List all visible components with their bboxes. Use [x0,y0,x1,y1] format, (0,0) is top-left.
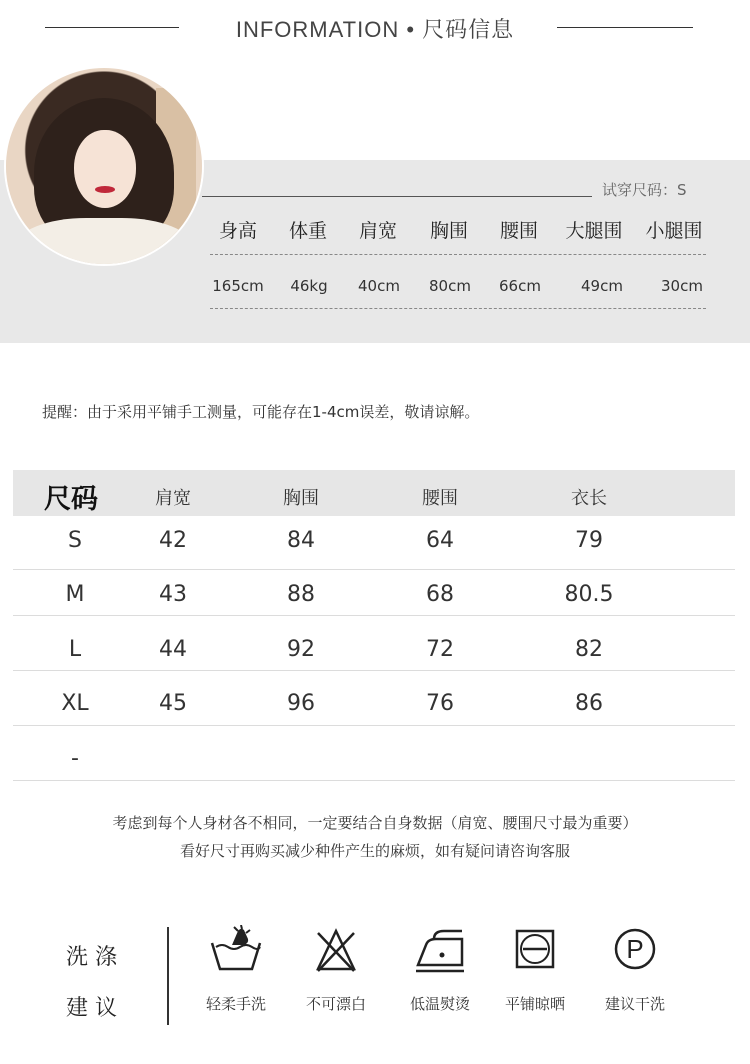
table-row-divider [13,670,735,671]
care-item-flat-dry [490,925,580,1014]
care-item-low-iron [395,925,485,1014]
table-cell-chest: 88 [287,582,315,607]
try-size-label: 试穿尺码：S [602,181,687,199]
model-value-shoulder: 40cm [358,277,400,295]
care-item-no-bleach [291,925,381,1014]
length-column-header: 衣长 [571,488,607,509]
chest-column-header: 胸围 [283,488,319,509]
svg-text:P: P [626,934,644,964]
model-header-shoulder: 肩宽 [358,220,397,242]
table-cell-shoulder: 43 [159,582,187,607]
care-label: 不可漂白 [305,995,366,1013]
table-row-size: XL [61,691,89,716]
model-measure-headers [210,216,706,243]
table-cell-shoulder: 44 [159,637,187,662]
waist-column-header: 腰围 [422,488,458,509]
table-cell-waist: 68 [426,582,454,607]
flat-dry-icon [507,925,563,975]
model-header-calf: 小腿围 [645,220,703,242]
shoulder-column-header: 肩宽 [155,488,191,509]
model-photo [6,68,202,264]
table-row-size: - [71,746,79,771]
table-cell-chest: 84 [287,528,315,553]
table-row-size: M [65,582,85,607]
care-item-dry-clean [590,925,680,1014]
model-header-waist: 腰围 [499,220,538,242]
care-label: 低温熨烫 [409,995,470,1013]
page-title: INFORMATION • 尺码信息 [235,17,515,42]
table-row-divider [13,780,735,781]
model-divider-bottom [210,308,706,309]
model-header-weight: 体重 [288,220,327,242]
table-cell-chest: 92 [287,637,315,662]
table-cell-shoulder: 42 [159,528,187,553]
care-label: 建议干洗 [604,995,665,1013]
size-column-header: 尺码 [44,484,98,515]
table-cell-length: 82 [575,637,603,662]
table-row-divider [13,569,735,570]
fit-tip-line-1: 考虑到每个人身材各不相同，一定要结合自身数据（肩宽、腰围尺寸最为重要） [112,814,638,832]
model-measure-values [210,277,706,295]
table-cell-waist: 76 [426,691,454,716]
washing-divider [167,927,169,1025]
no-bleach-icon [308,925,364,975]
washing-label-line-2: 建 议 [66,996,117,1021]
model-value-waist: 66cm [499,277,541,295]
model-header-chest: 胸围 [429,220,468,242]
model-value-chest: 80cm [429,277,471,295]
model-value-calf: 30cm [661,277,703,295]
table-cell-length: 79 [575,528,603,553]
washing-label-line-1: 洗 涤 [66,945,117,970]
care-label: 轻柔手洗 [205,995,266,1013]
table-row-size: L [68,637,82,662]
low-iron-icon [412,925,468,975]
try-size-rule [202,196,592,197]
model-value-weight: 46kg [290,277,328,295]
table-cell-length: 86 [575,691,603,716]
fit-tip-line-2: 看好尺寸再购买减少种件产生的麻烦，如有疑问请咨询客服 [179,842,570,860]
hand-wash-icon [208,925,264,975]
care-label: 平铺晾晒 [504,995,565,1013]
table-cell-shoulder: 45 [159,691,187,716]
model-divider-top [210,254,706,255]
measurement-note: 提醒：由于采用平铺手工测量，可能存在1-4cm误差，敬请谅解。 [42,403,480,421]
table-cell-waist: 64 [426,528,454,553]
dry-clean-icon [607,925,663,975]
table-cell-waist: 72 [426,637,454,662]
model-header-thigh: 大腿围 [565,220,623,242]
model-value-thigh: 49cm [581,277,623,295]
table-row-divider [13,725,735,726]
table-cell-chest: 96 [287,691,315,716]
table-row-divider [13,615,735,616]
table-row-size: S [68,528,82,553]
model-value-height: 165cm [212,277,264,295]
care-item-hand-wash [191,925,281,1014]
table-cell-length: 80.5 [564,582,614,607]
model-header-height: 身高 [218,220,257,242]
